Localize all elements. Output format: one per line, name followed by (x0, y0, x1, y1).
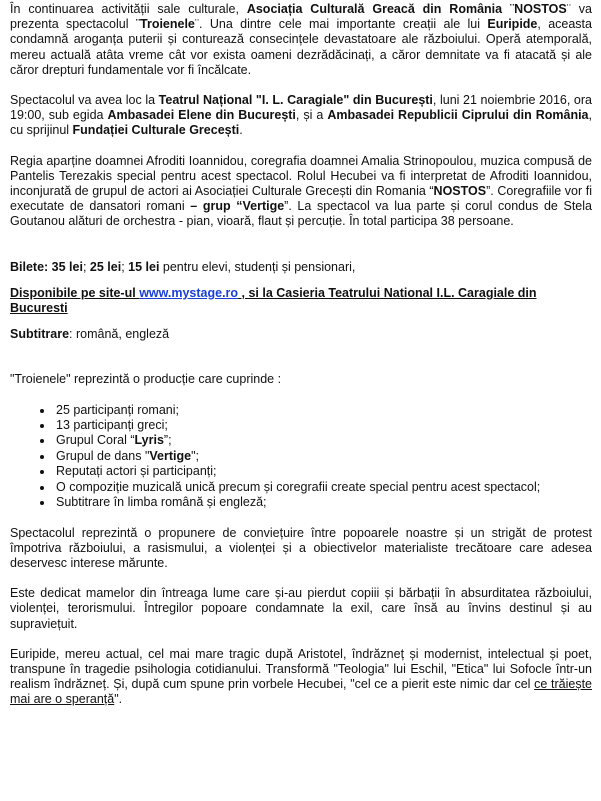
availability-line: Disponibile pe site-ul www.mystage.ro , si la Casieria Teatrului National I.L. Caragiale din Bucuresti (10, 285, 537, 316)
includes-list (10, 403, 592, 511)
list-item: Subtitrare în limba română și engleză; (42, 495, 592, 510)
ticket-price-3: 15 lei (128, 259, 160, 274)
document-page (10, 2, 592, 708)
list-item: Grupul Coral “Lyris”; (42, 433, 592, 448)
list-item: 25 participanți romani; (42, 403, 592, 418)
venue-paragraph: Spectacolul va avea loc la Teatrul Național "I. L. Caragiale" din București, luni 21 noiembrie 2016, ora 19:00, sub egida Ambasadei Elene din București, și a Ambasadei Republicii Ciprului din România, cu sprijinul Fundației Culturale Grecești. (10, 93, 593, 138)
organization-name: Asociația Culturală Greacă din România ¨NOSTOS (246, 2, 567, 16)
direction-paragraph: Regia aparține doamnei Afroditi Ioannidou, coregrafia doamnei Amalia Strinopoulou, muzica compusă de Pantelis Terezakis special pentru acest spectacol. Rolul Hecubei va fi interpretat de Afroditi Ioannidou, inconjurată de grupul de actori ai Asociației Culturale Grecești din Romania “NOSTOS”. Coregrafiile vor fi executate de dansatori romani – grup “Vertige”. La spectacol va lua parte și corul condus de Stela Goutanou alături de orchestra - pian, vioară, flaut și percuție. În total participa 38 persoane. (10, 153, 592, 229)
ticket-price-2: 25 lei (89, 259, 122, 274)
ticket-price-1: Bilete: 35 lei (10, 259, 83, 274)
list-item: Grupul de dans "Vertige"; (42, 449, 592, 464)
theatre-name: Teatrul Național "I. L. Caragiale" din București (158, 93, 433, 108)
author-name: Euripide (487, 17, 538, 32)
show-title: ¨Troienele (135, 17, 195, 32)
dedication-paragraph: Este dedicat mamelor din întreaga lume care și-au pierdut copiii și bărbații în absurditatea războiului, violenței, terorismului. Întregilor popoare condamnate la exil, care însă au învins destinul și au supraviețuit. (10, 586, 592, 631)
foundation-name: Fundației Culturale Grecești (72, 123, 240, 138)
includes-intro: "Troienele" reprezintă o producție care cuprinde : (10, 372, 282, 387)
list-item: Reputați actori și participanți; (42, 464, 592, 479)
subtitles-line: Subtitrare: română, engleză (10, 327, 170, 342)
list-item: 13 participanți greci; (42, 418, 592, 433)
list-item: O compoziție muzicală unică precum și coregrafii create special pentru acest spectacol; (42, 480, 592, 495)
hecuba-quote: ce trăiește mai are o speranță (10, 677, 592, 707)
cyprus-embassy: Ambasadei Republicii Ciprului din România (327, 108, 589, 123)
protest-paragraph: Spectacolul reprezintă o propunere de conviețuire între popoarele noastre și un strigăt de protest împotriva războiului, a rasismului, a violenței și a obiectivelor materialiste trecătoare care adesea deservesc interese mărunte. (10, 525, 592, 570)
greek-embassy: Ambasadei Elene din București (107, 108, 296, 123)
closing-paragraph: Euripide, mereu actual, cel mai mare tragic după Aristotel, îndrăzneț și modernist, intelectual și poet, transpune în tragedie psihologia cotidianului. Transformă "Teologia" lui Eschil, "Etica" lui Sofocle într-un realism îndrăzneț. Și, după cum spune prin vorbele Hecubei, "cel ce a pierit este nimic dar cel ce trăiește mai are o speranță". (10, 646, 592, 707)
mystage-link[interactable]: www.mystage.ro (139, 285, 239, 300)
tickets-line: Bilete: 35 lei; 25 lei; 15 lei pentru elevi, studenți și pensionari, (10, 259, 356, 274)
intro-paragraph: În continuarea activității sale culturale, Asociația Culturală Greacă din România ¨NOSTOS¨ va prezenta spectacolul ¨Troienele¨. Una dintre cele mai importante creații ale lui Euripide, aceasta condamnă aroganța puterii și conturează consecințele devastatoare ale războiului. Operă atemporală, mereu actuală atâta vreme cât vor exista oameni dezrădăcinați, a căror demnitate va fi atacată și ale căror drepturi fundamentale vor fi încălcate. (10, 2, 592, 77)
